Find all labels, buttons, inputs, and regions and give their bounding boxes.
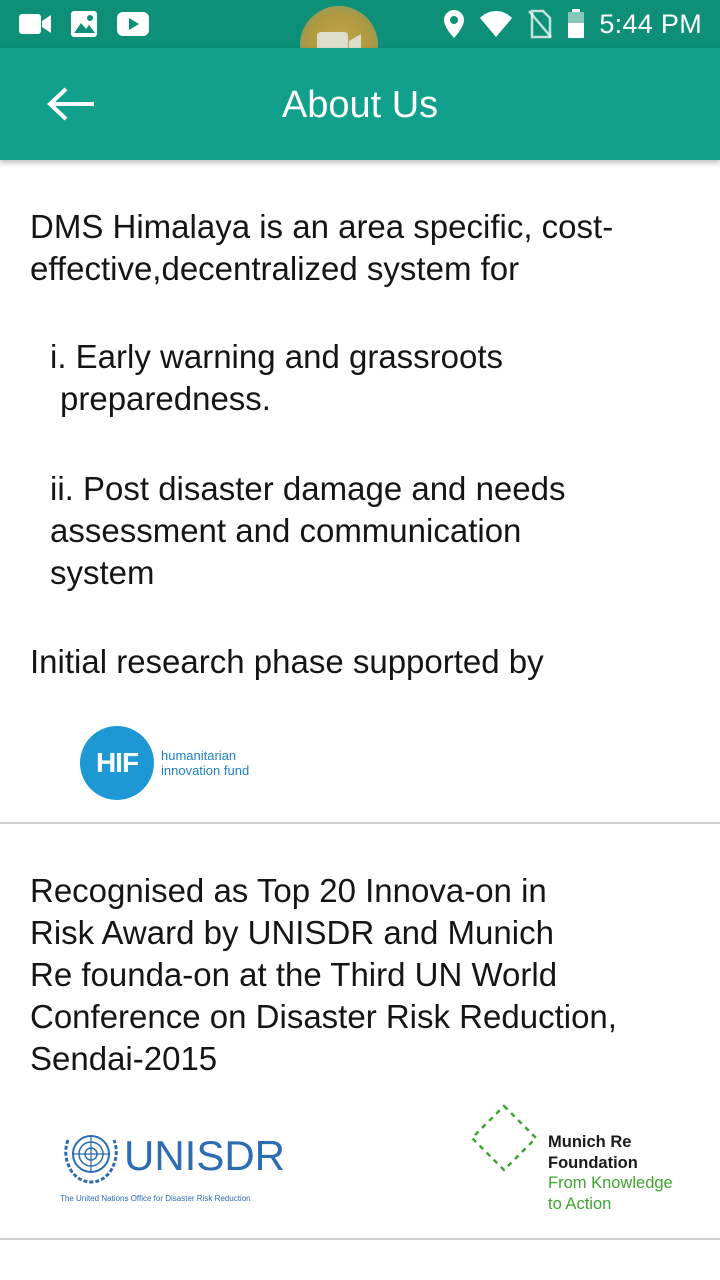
page-title: About Us bbox=[281, 84, 439, 126]
point-2-line-2: assessment and communication bbox=[50, 512, 522, 549]
youtube-icon bbox=[116, 11, 150, 37]
point-2-line-3: system bbox=[50, 554, 155, 591]
award-line-2: Risk Award by UNISDR and Munich bbox=[30, 914, 554, 951]
app-bar bbox=[0, 48, 720, 160]
point-1-line-1: i. Early warning and grassroots bbox=[50, 338, 504, 375]
hif-logo-text bbox=[161, 748, 249, 778]
status-bar bbox=[0, 0, 720, 48]
wifi-icon bbox=[479, 10, 513, 38]
section-divider bbox=[0, 822, 720, 824]
battery-icon bbox=[567, 9, 585, 39]
award-line-4: Conference on Disaster Risk Reduction, bbox=[30, 998, 617, 1035]
intro-text: DMS Himalaya is an area specific, cost-effective,decentralized system for bbox=[30, 208, 614, 287]
status-bar-system bbox=[443, 6, 702, 42]
unisdr-subtitle: The United Nations Office for Disaster Risk Reduction bbox=[60, 1194, 251, 1203]
video-icon bbox=[18, 11, 52, 37]
award-line-1: Recognised as Top 20 Innova-on in bbox=[30, 872, 547, 909]
hif-logo-line-2: innovation fund bbox=[161, 763, 250, 778]
munich-re-line-4: to Action bbox=[548, 1194, 612, 1213]
status-bar-notifications bbox=[18, 10, 150, 38]
un-emblem-icon bbox=[58, 1126, 124, 1188]
supported-by-text: Initial research phase supported by bbox=[30, 643, 544, 680]
clock: 5:44 PM bbox=[599, 8, 702, 39]
no-sim-icon bbox=[527, 9, 553, 39]
munich-re-text bbox=[548, 1132, 673, 1214]
location-icon bbox=[443, 9, 465, 39]
section-divider-bottom bbox=[0, 1238, 720, 1240]
hif-logo bbox=[80, 726, 249, 800]
munich-re-line-2: Foundation bbox=[548, 1153, 638, 1172]
hif-logo-line-1: humanitarian bbox=[161, 748, 237, 763]
munich-re-diamond-icon bbox=[470, 1104, 538, 1172]
hif-logo-mark: HIF bbox=[80, 726, 154, 800]
image-icon bbox=[70, 10, 98, 38]
unisdr-wordmark: UNISDR bbox=[124, 1132, 286, 1179]
award-line-3: Re founda-on at the Third UN World bbox=[30, 956, 558, 993]
award-line-5: Sendai-2015 bbox=[30, 1040, 218, 1077]
munich-re-line-3: From Knowledge bbox=[548, 1174, 673, 1192]
munich-re-line-1: Munich Re bbox=[548, 1133, 632, 1151]
point-1-line-2: preparedness. bbox=[60, 380, 271, 417]
point-2-line-1: ii. Post disaster damage and needs bbox=[50, 470, 566, 507]
